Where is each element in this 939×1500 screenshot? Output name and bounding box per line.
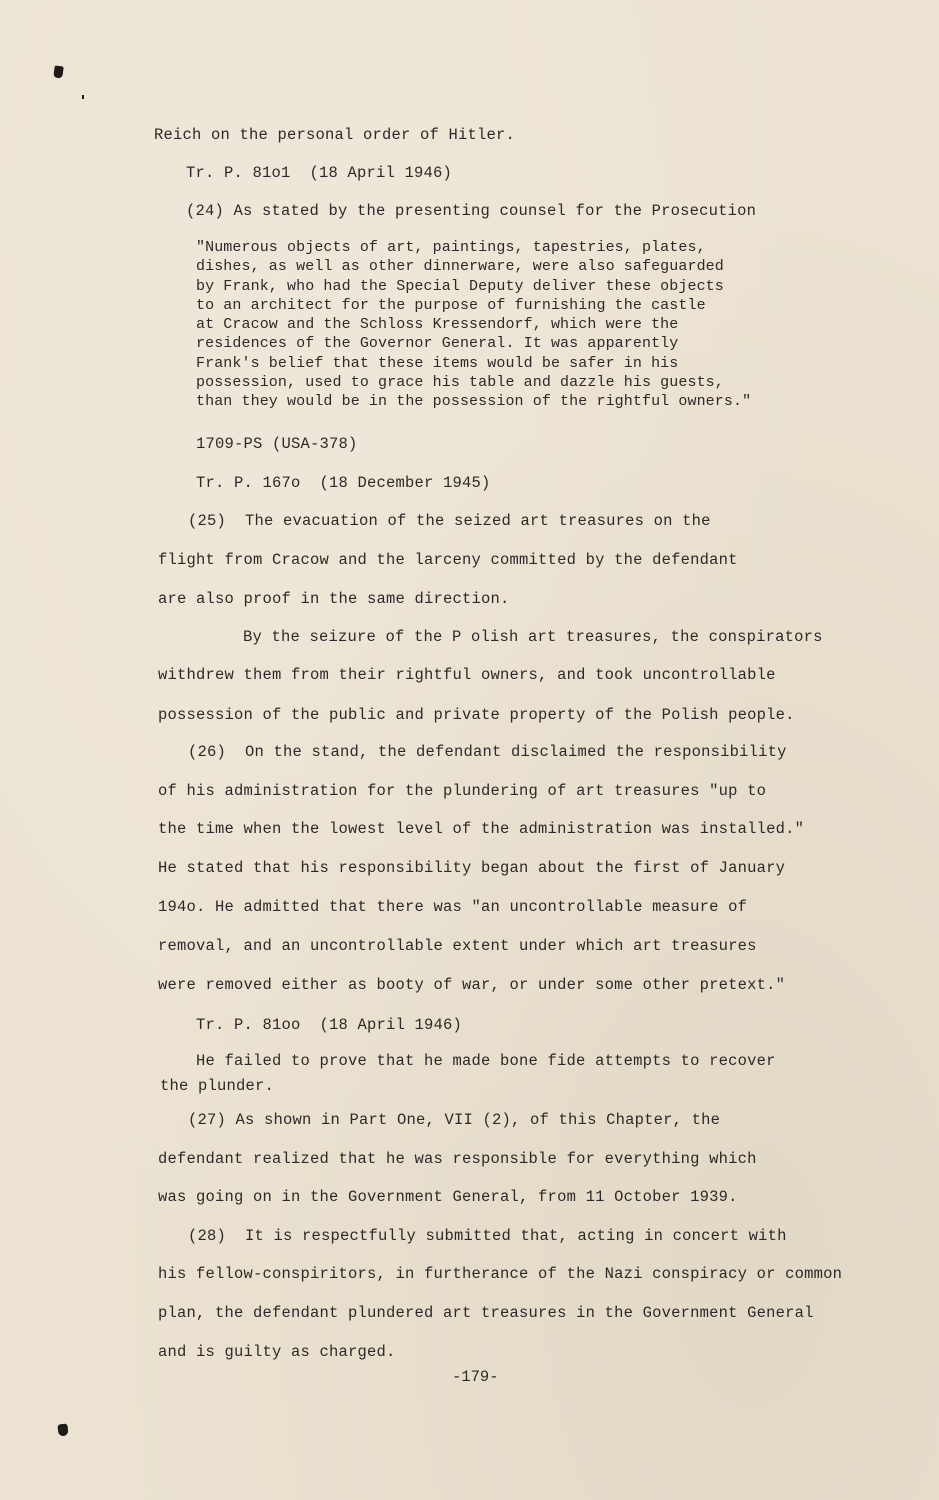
text-line: He failed to prove that he made bone fide attempts to recover xyxy=(196,1052,776,1070)
transcript-reference: Tr. P. 81oo (18 April 1946) xyxy=(196,1016,463,1034)
text-line: He stated that his responsibility began about the first of January xyxy=(158,859,786,877)
quote-line: Frank's belief that these items would be safer in his xyxy=(196,354,679,372)
text-line: flight from Cracow and the larceny committed by the defendant xyxy=(158,551,738,569)
text-line: (25) The evacuation of the seized art treasures on the xyxy=(188,512,711,530)
page-number: -179- xyxy=(452,1368,499,1386)
quote-line: to an architect for the purpose of furnishing the castle xyxy=(196,296,706,314)
document-reference: 1709-PS (USA-378) xyxy=(196,435,358,453)
quote-line: dishes, as well as other dinnerware, were also safeguarded xyxy=(196,258,724,276)
text-line: withdrew them from their rightful owners, and took uncontrollable xyxy=(158,666,776,684)
binding-mark-bottom xyxy=(57,1424,68,1437)
paragraph-24-heading: (24) As stated by the presenting counsel for the Prosecution xyxy=(186,202,757,220)
block-quote xyxy=(196,238,816,412)
transcript-reference: Tr. P. 167o (18 December 1945) xyxy=(196,474,491,492)
quote-line: possession, used to grace his table and dazzle his guests, xyxy=(196,374,724,392)
text-line: were removed either as booty of war, or under some other pretext." xyxy=(158,976,786,994)
text-line: are also proof in the same direction. xyxy=(158,590,510,608)
text-line: was going on in the Government General, from 11 October 1939. xyxy=(158,1188,738,1206)
text-line: possession of the public and private property of the Polish people. xyxy=(158,706,795,724)
text-line: defendant realized that he was responsible for everything which xyxy=(158,1150,757,1168)
text-line: removal, and an uncontrollable extent under which art treasures xyxy=(158,937,757,955)
text-line: By the seizure of the P olish art treasures, the conspirators xyxy=(243,628,823,646)
text-line: and is guilty as charged. xyxy=(158,1343,396,1361)
quote-line: residences of the Governor General. It was apparently xyxy=(196,335,679,353)
text-line: (27) As shown in Part One, VII (2), of this Chapter, the xyxy=(188,1111,721,1129)
transcript-reference: Tr. P. 81o1 (18 April 1946) xyxy=(186,164,453,182)
binding-mark-small xyxy=(82,95,84,99)
text-line: plan, the defendant plundered art treasures in the Government General xyxy=(158,1304,814,1322)
text-line: Reich on the personal order of Hitler. xyxy=(154,126,516,144)
text-line: (28) It is respectfully submitted that, acting in concert with xyxy=(188,1227,787,1245)
quote-line: at Cracow and the Schloss Kressendorf, which were the xyxy=(196,316,679,334)
quote-line: by Frank, who had the Special Deputy deliver these objects xyxy=(196,277,724,295)
text-line: 194o. He admitted that there was "an uncontrollable measure of xyxy=(158,898,748,916)
text-line: of his administration for the plundering of art treasures "up to xyxy=(158,782,767,800)
quote-line: "Numerous objects of art, paintings, tapestries, plates, xyxy=(196,239,706,256)
quote-line: than they would be in the possession of the rightful owners." xyxy=(196,393,752,411)
text-line: the time when the lowest level of the administration was installed." xyxy=(158,820,805,838)
text-line: his fellow-conspiritors, in furtherance of the Nazi conspiracy or common xyxy=(158,1265,843,1283)
text-line: (26) On the stand, the defendant disclaimed the responsibility xyxy=(188,743,787,761)
text-line: the plunder. xyxy=(160,1077,275,1095)
binding-mark-top xyxy=(53,65,64,78)
